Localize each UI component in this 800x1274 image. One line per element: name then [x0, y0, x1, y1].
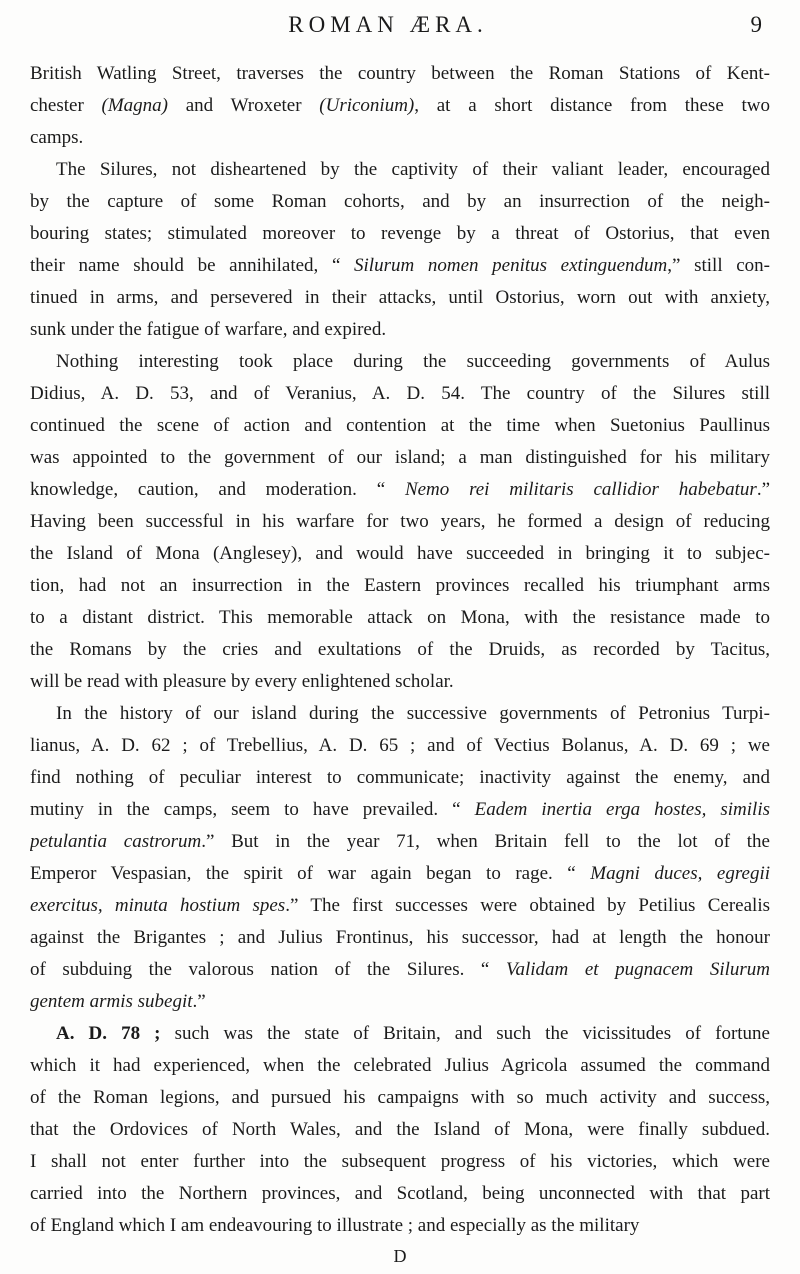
text-segment: In the history of our island during the successive governments of Petronius Turpi-	[56, 703, 770, 724]
text-segment: I shall not enter further into the subsequent progress of his victories, which were	[30, 1151, 770, 1172]
running-head	[30, 10, 770, 58]
text-segment: .” The first successes were obtained by Petilius Cerealis	[285, 895, 770, 916]
text-segment: British Watling Street, traverses the country between the Roman Stations of Kent-	[30, 63, 770, 84]
text-line	[30, 922, 770, 954]
text-line	[30, 90, 770, 122]
latin-quotation: (Magna)	[101, 95, 169, 116]
text-segment: that the Ordovices of North Wales, and the Island of Mona, were finally subdued.	[30, 1119, 770, 1140]
text-line	[30, 442, 770, 474]
text-segment: of the Roman legions, and pursued his campaigns with so much activity and success,	[30, 1087, 770, 1108]
text-segment: Emperor Vespasian, the spirit of war again began to rage. “	[30, 863, 591, 884]
text-line	[30, 250, 770, 282]
text-line	[30, 954, 770, 986]
paragraph	[30, 58, 770, 154]
text-line	[30, 698, 770, 730]
text-segment: by the capture of some Roman cohorts, and by an insurrection of the neigh-	[30, 191, 770, 212]
text-line	[30, 1114, 770, 1146]
text-segment: lianus, A. D. 62 ; of Trebellius, A. D. 65 ; and of Vectius Bolanus, A. D. 69 ; we	[30, 735, 770, 756]
page-number: 9	[750, 12, 762, 37]
text-line	[30, 122, 770, 154]
text-segment: mutiny in the camps, seem to have prevailed. “	[30, 799, 475, 820]
text-line	[30, 762, 770, 794]
text-segment: the Island of Mona (Anglesey), and would have succeeded in bringing it to subjec-	[30, 543, 770, 564]
text-line	[30, 858, 770, 890]
latin-quotation: Magni duces, egregii	[590, 863, 770, 884]
text-line	[30, 1210, 770, 1242]
text-segment: to a distant district. This memorable attack on Mona, with the resistance made to	[30, 607, 770, 628]
text-line	[30, 570, 770, 602]
text-segment: their name should be annihilated, “	[30, 255, 355, 276]
paragraph	[30, 698, 770, 1018]
text-segment: and Wroxeter	[168, 95, 320, 116]
book-page	[30, 0, 770, 1267]
text-segment: sunk under the fatigue of warfare, and expired.	[30, 319, 387, 340]
text-line	[30, 1146, 770, 1178]
latin-quotation: Eadem inertia erga hostes, similis	[474, 799, 770, 820]
text-line	[30, 1050, 770, 1082]
text-segment: bouring states; stimulated moreover to revenge by a threat of Ostorius, that even	[30, 223, 770, 244]
text-line	[30, 154, 770, 186]
text-line	[30, 1082, 770, 1114]
text-line	[30, 58, 770, 90]
text-segment: was appointed to the government of our island; a man distinguished for his military	[30, 447, 770, 468]
text-line	[30, 1178, 770, 1210]
text-segment: tion, had not an insurrection in the Eastern provinces recalled his triumphant arms	[30, 575, 770, 596]
text-segment: chester	[30, 95, 102, 116]
text-segment: find nothing of peculiar interest to communicate; inactivity against the enemy, and	[30, 767, 770, 788]
text-segment: knowledge, caution, and moderation. “	[30, 479, 405, 500]
text-line	[30, 506, 770, 538]
text-segment: of England which I am endeavouring to illustrate ; and especially as the military	[30, 1215, 640, 1236]
latin-quotation: petulantia castrorum	[30, 831, 202, 852]
text-segment: which it had experienced, when the celebrated Julius Agricola assumed the command	[30, 1055, 770, 1076]
text-line	[30, 794, 770, 826]
text-line	[30, 538, 770, 570]
latin-quotation: Silurum nomen penitus extinguendum	[354, 255, 668, 276]
text-segment: Didius, A. D. 53, and of Veranius, A. D. 54. The country of the Silures still	[30, 383, 770, 404]
text-line	[30, 1018, 770, 1050]
text-segment: continued the scene of action and contention at the time when Suetonius Paullinus	[30, 415, 770, 436]
text-line	[30, 666, 770, 698]
text-segment: Nothing interesting took place during the succeeding governments of Aulus	[56, 351, 770, 372]
text-line	[30, 730, 770, 762]
text-line	[30, 346, 770, 378]
text-segment: tinued in arms, and persevered in their attacks, until Ostorius, worn out with anxiety,	[30, 287, 770, 308]
text-segment: the Romans by the cries and exultations of the Druids, as recorded by Tacitus,	[30, 639, 770, 660]
text-segment: carried into the Northern provinces, and Scotland, being unconnected with that part	[30, 1183, 770, 1204]
text-segment: ,” still con-	[667, 255, 770, 276]
paragraph	[30, 346, 770, 698]
text-segment: will be read with pleasure by every enlightened scholar.	[30, 671, 454, 692]
signature-mark: D	[393, 1246, 407, 1266]
latin-quotation: Nemo rei militaris callidior habebatur	[404, 479, 757, 500]
text-segment: against the Brigantes ; and Julius Frontinus, his successor, had at length the honour	[30, 927, 770, 948]
text-line	[30, 890, 770, 922]
text-line	[30, 282, 770, 314]
text-segment: camps.	[30, 127, 84, 148]
paragraph	[30, 1018, 770, 1242]
text-line	[30, 186, 770, 218]
paragraph	[30, 154, 770, 346]
text-line	[30, 474, 770, 506]
text-segment: A. D. 78 ;	[56, 1023, 161, 1044]
text-segment: .”	[756, 479, 770, 500]
latin-quotation: gentem armis subegit	[30, 991, 193, 1012]
text-segment: of subduing the valorous nation of the Silures. “	[30, 959, 506, 980]
text-line	[30, 634, 770, 666]
text-line	[30, 410, 770, 442]
text-line	[30, 378, 770, 410]
page-title: ROMAN ÆRA.	[288, 12, 488, 37]
text-line	[30, 826, 770, 858]
text-line	[30, 314, 770, 346]
text-segment: .”	[192, 991, 206, 1012]
latin-quotation: Validam et pugnacem Silurum	[505, 959, 770, 980]
text-segment: .” But in the year 71, when Britain fell to the lot of the	[201, 831, 770, 852]
text-line	[30, 602, 770, 634]
text-segment: such was the state of Britain, and such the vicissitudes of fortune	[160, 1023, 770, 1044]
text-segment: , at a short distance from these two	[414, 95, 770, 116]
text-segment: The Silures, not disheartened by the captivity of their valiant leader, encouraged	[56, 159, 770, 180]
latin-quotation: (Uriconium)	[319, 95, 415, 116]
text-line	[30, 986, 770, 1018]
page-body	[30, 58, 770, 1242]
text-segment: Having been successful in his warfare for two years, he formed a design of reducing	[30, 511, 770, 532]
latin-quotation: exercitus, minuta hostium spes	[30, 895, 286, 916]
text-line	[30, 218, 770, 250]
